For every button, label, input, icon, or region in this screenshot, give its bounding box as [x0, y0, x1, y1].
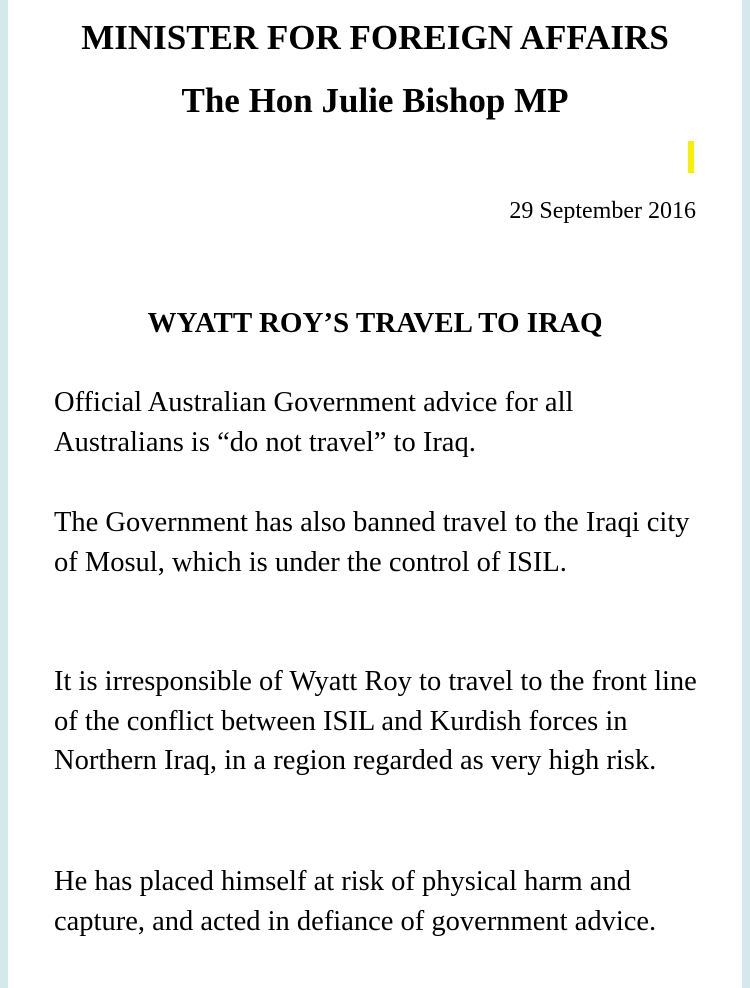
paragraph-risk: He has placed himself at risk of physical harm and capture, and acted in defiance of government advice.: [54, 866, 657, 937]
highlight-marker: [688, 141, 694, 173]
media-release-page: [8, 0, 742, 988]
paragraph-travel-advice: Official Australian Government advice for all Australians is “do not travel” to Iraq.: [54, 387, 574, 458]
headline: WYATT ROY’S TRAVEL TO IRAQ: [147, 307, 603, 339]
paragraph-irresponsible: It is irresponsible of Wyatt Roy to travel to the front line of the conflict between ISIL and Kurdish forces in Northern Iraq, in a region regarded as very high risk.: [54, 666, 697, 776]
release-date: 29 September 2016: [509, 198, 696, 224]
office-title: MINISTER FOR FOREIGN AFFAIRS: [81, 18, 669, 57]
minister-name: The Hon Julie Bishop MP: [181, 81, 569, 120]
paragraph-mosul-ban: The Government has also banned travel to the Iraqi city of Mosul, which is under the control of ISIL.: [54, 507, 690, 578]
